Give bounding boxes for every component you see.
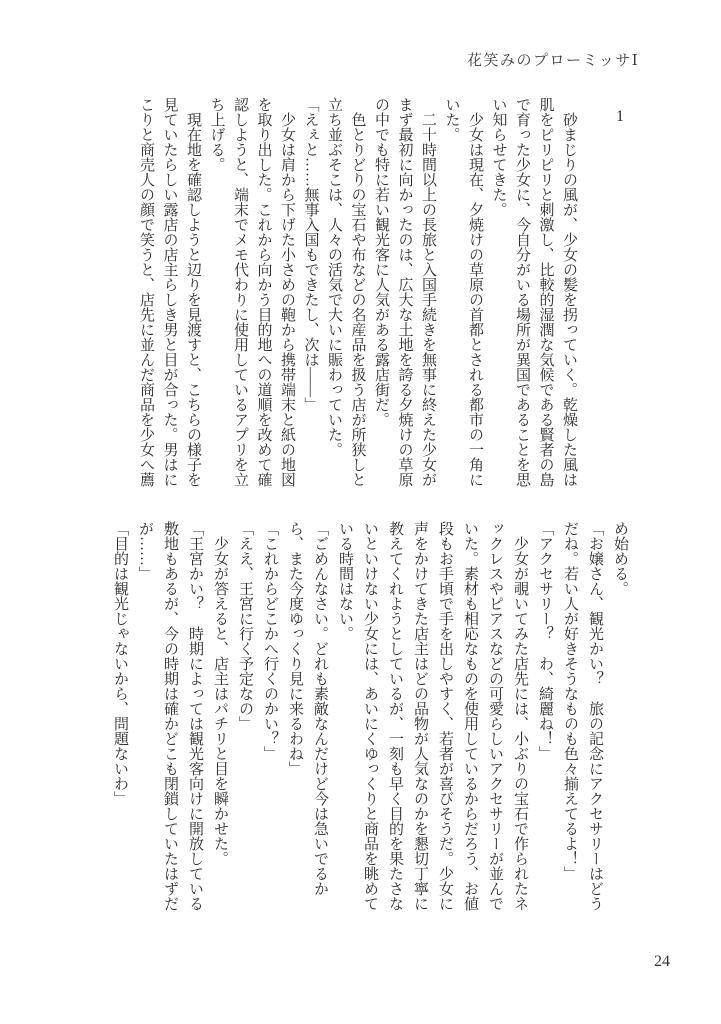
dialogue-paragraph: 「これからどこかへ行くのかい？」: [262, 521, 278, 761]
lower-text-block: [107, 521, 632, 913]
paragraph: 現在地を確認しようと辺りを見渡すと、こちらの様子を見ていたらしい露店の店主らしき男と目が合った。男はにこりと商売人の顔で笑うと、店先に並んだ商品を少女へ薦: [138, 97, 201, 487]
paragraph: 少女が答えると、店主はパチリと目を瞬かせた。: [212, 521, 228, 866]
paragraph: 色とりどりの宝石や布などの名産品を扱う店が所狭しと立ち並ぶそこは、人々の活気で大いに賑わっていた。: [326, 97, 366, 487]
paragraph-continuation: め始める。: [612, 521, 628, 596]
section-number: 1: [616, 108, 624, 125]
dialogue-paragraph: 「目的は観光じゃないから、問題ないわ」: [112, 521, 128, 806]
paragraph: 少女は肩から下げた小さめの鞄から携帯端末と紙の地図を取り出した。これから向かう目的地への道順を改めて確認しようと、端末でメモ代わりに使用しているアプリを立ち上げる。: [208, 97, 295, 487]
dialogue-paragraph: 「アクセサリー？ わ、綺麗ね！」: [537, 521, 553, 761]
dialogue-paragraph: 「お嬢さん、観光かい？ 旅の記念にアクセサリーはどうだね。若い人が好きそうなものも色々揃えてるよ！」: [562, 521, 603, 911]
paragraph: 少女が覗いてみた店先には、小ぶりの宝石で作られたネックレスやピアスなどの可愛らしいアクセサリーが並んでいた。素材も相応なものを使用しているからだろう、お値段もお手頃で手を出しやすく、若者が喜びそうだ。少女に声をかけてきた店主はどの品物が人気なのかを懇切丁寧に教えてくれようとしているが、一刻も早く目的を果たさないといけない少女には、あいにくゆっくりと商品を眺めている時間はない。: [337, 521, 528, 911]
paragraph: 砂まじりの風が、少女の髪を拐っていく。乾燥した風は肌をピリピリと刺激し、比較的湿潤な気候である賢者の島で育った少女に、今自分がいる場所が異国であることを思い知らせてきた。: [490, 97, 577, 487]
dialogue-paragraph: 「ええ、王宮に行く予定なの」: [237, 521, 253, 731]
paragraph: 二十時間以上の長旅と入国手続きを無事に終えた少女がまず最初に向かったのは、広大な土地を誇る夕焼けの草原の中でも特に若い観光客に人気がある露店街だ。: [373, 97, 436, 487]
paragraph: 少女は現在、夕焼けの草原の首都とされる都市の一角にいた。: [443, 97, 483, 487]
running-head-title: 花笑みのプローミッサⅠ: [467, 53, 640, 69]
page-number: 24: [654, 953, 670, 970]
dialogue-paragraph: 「ごめんなさい。どれも素敵なんだけど今は急いでるから、また今度ゆっくり見に来るわね」: [287, 521, 328, 896]
dialogue-paragraph: 「えぇと……無事入国もできたし、次は――」: [302, 97, 319, 412]
upper-text-block: [134, 97, 581, 489]
dialogue-paragraph: 「王宮かい？ 時期によっては観光客向けに開放している敷地もあるが、今の時期は確かどこも閉鎖していたはずだが……」: [137, 521, 203, 911]
